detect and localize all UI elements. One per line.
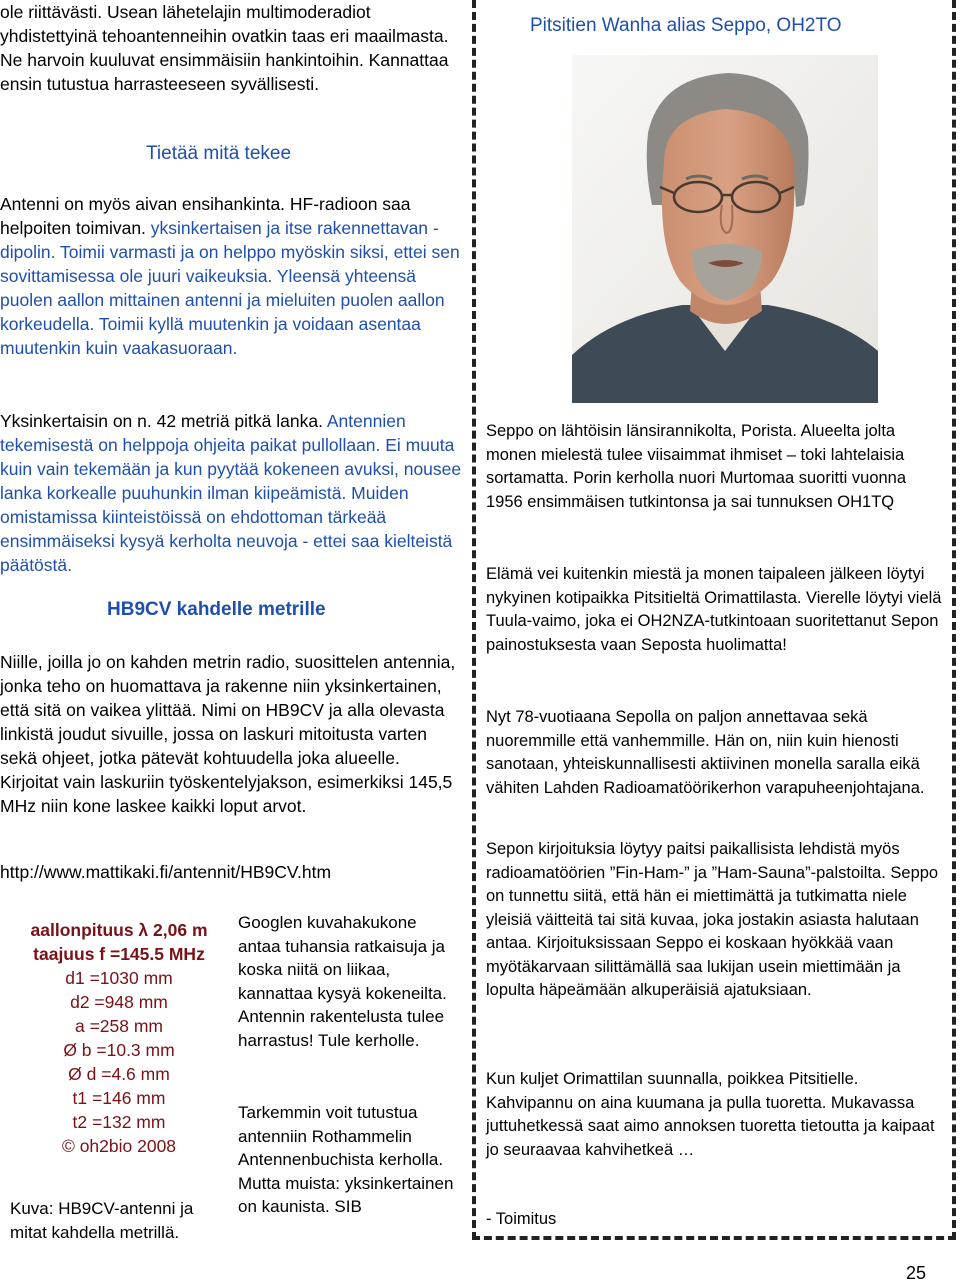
calc-d1: d1 =1030 mm bbox=[65, 968, 173, 988]
paragraph-tarkemmin: Tarkemmin voit tutustua antenniin Rothammelin Antennenbuchista kerholla. Mutta muista: yksinkertainen on kaunista. SIB bbox=[238, 1103, 454, 1216]
portrait-photo bbox=[572, 55, 878, 403]
paragraph-google: Googlen kuvahakukone antaa tuhansia ratkaisuja ja koska niitä on liikaa, kannattaa kysyä kokeneilta. Antennin rakentelusta tulee harrastus! Tule kerholle. bbox=[238, 913, 447, 1050]
calc-d2: d2 =948 mm bbox=[70, 992, 168, 1012]
hb9cv-link[interactable]: http://www.mattikaki.fi/antennit/HB9CV.htm bbox=[0, 862, 332, 882]
sidebar-signature: - Toimitus bbox=[486, 1210, 557, 1228]
calc-b: Ø b =10.3 mm bbox=[63, 1040, 175, 1060]
calc-a: a =258 mm bbox=[74, 1016, 164, 1036]
sidebar-paragraph-2: Elämä vei kuitenkin miestä ja monen taipaleen jälkeen löytyi nykyinen kotipaikka Pitsitieltä Orimattilasta. Vierelle löytyi vielä Tuula-vaimo, joka ei OH2NZA-tutkintoaan suoritettanut Sepon painostuksesta vaan Seposta huolimatta! bbox=[486, 565, 942, 654]
sidebar-paragraph-5: Kun kuljet Orimattilan suunnalla, poikkea Pitsitielle. Kahvipannu on aina kuumana ja pulla tuoretta. Mukavassa juttuhetkessä saat aimo annoksen tuoretta tietoutta ja kaipaat jo seuraavaa kahvihetkeä … bbox=[486, 1070, 935, 1159]
portrait-illustration bbox=[572, 55, 878, 403]
figure-caption: Kuva: HB9CV-antenni ja mitat kahdella metrillä. bbox=[10, 1199, 194, 1242]
intro-paragraph: ole riittävästi. Usean lähetelajin multimoderadiot yhdistettyinä tehoantenneihin ovatkin taas eri maailmasta. Ne harvoin kuuluvat ensimmäisiin hankintoihin. Kannattaa ensin tutustua harrasteeseen syvällisesti. bbox=[0, 2, 449, 94]
calc-copyright: © oh2bio 2008 bbox=[61, 1136, 177, 1156]
paragraph-antenni-blue: yksinkertaisen ja itse rakennettavan - dipolin. Toimii varmasti ja on helppo myöskin siksi, ettei sen sovittamisessa ole juuri vaikeuksia. Yleensä yhteensä puolen aallon mittainen antenni ja mieluiten puolen aallon korkeudella. Toimii kyllä muutenkin ja voidaan asentaa muutenkin kuin vaakasuoraan. bbox=[0, 218, 460, 358]
calc-frequency: taajuus f =145.5 MHz bbox=[33, 944, 205, 964]
paragraph-yksinkertaisin-black: Yksinkertaisin on n. 42 metriä pitkä lanka. bbox=[0, 411, 323, 431]
paragraph-hb9cv: Niille, joilla jo on kahden metrin radio, suosittelen antennia, jonka teho on huomattava ja rakenne niin yksinkertainen, että sitä on vaikea ylittää. Nimi on HB9CV ja alla olevasta linkistä joudut sivuille, jossa on laskuri mitoitusta varten sekä ohjeet, jotka pätevät kohtuudella joka alueelle. Kirjoitat vain laskuriin työskentelyjakson, esimerkiksi 145,5 MHz niin kone laskee kaikki loput arvot. bbox=[0, 652, 456, 816]
section-heading-hb9cv: HB9CV kahdelle metrille bbox=[107, 599, 326, 620]
sidebar-paragraph-3: Nyt 78-vuotiaana Sepolla on paljon annettavaa sekä nuoremmille että vanhemmille. Hän on, niin kuin hienosti sanotaan, yhteiskunnallisesti aktiivinen monella saralla eikä vähiten Lahden Radioamatöörikerhon varapuheenjohtajana. bbox=[486, 708, 925, 797]
calc-d: Ø d =4.6 mm bbox=[68, 1064, 170, 1084]
paragraph-antenni bbox=[0, 192, 462, 360]
section-heading-tietaa: Tietää mitä tekee bbox=[146, 143, 292, 164]
calc-t1: t1 =146 mm bbox=[72, 1088, 166, 1108]
paragraph-yksinkertaisin bbox=[0, 409, 462, 577]
paragraph-yksinkertaisin-blue: Antennien tekemisestä on helppoja ohjeita paikat pullollaan. Ei muuta kuin vain tekemään ja kun pyytää kokeneen avuksi, nousee lanka korkealle puuhunkin ilman kiipeämistä. Muiden omistamissa kiinteistöissä on ehdottoman tärkeää ensimmäiseksi kysyä kerholta neuvoja - ettei saa kielteistä päätöstä. bbox=[0, 411, 462, 575]
page-number: 25 bbox=[906, 1263, 927, 1283]
sidebar-title: Pitsitien Wanha alias Seppo, OH2TO bbox=[530, 15, 842, 36]
sidebar-paragraph-4: Sepon kirjoituksia löytyy paitsi paikallisista lehdistä myös radioamatöörien ”Fin-Ham-” ja ”Ham-Sauna”-palstoilta. Seppo on tunnettu siitä, että hän ei miettimättä ja tutkimatta niele yleisiä väitteitä tai sitä kuvaa, joka jostakin asiasta halutaan antaa. Kirjoituksissaan Seppo ei koskaan hyökkää vaan myötäkarvaan silittämällä saa lukijan usein miettimään ja lopulta häpeämään alkuperäisiä ajatuksiaan. bbox=[486, 840, 939, 999]
calc-wavelength: aallonpituus λ 2,06 m bbox=[30, 920, 208, 940]
sidebar-paragraph-1: Seppo on lähtöisin länsirannikolta, Porista. Alueelta jolta monen mielestä tulee viisaimmat ihmiset – toki lahtelaisia sortamatta. Porin kerholla nuori Murtomaa suoritti vuonna 1956 ensimmäisen tutkintonsa ja sai tunnuksen OH1TQ bbox=[486, 422, 907, 511]
hb9cv-calculator bbox=[5, 918, 233, 1158]
calc-t2: t2 =132 mm bbox=[72, 1112, 166, 1132]
paragraph-antenni-black: Antenni on myös aivan ensihankinta. HF-radioon saa helpoiten toimivan. bbox=[0, 194, 411, 238]
